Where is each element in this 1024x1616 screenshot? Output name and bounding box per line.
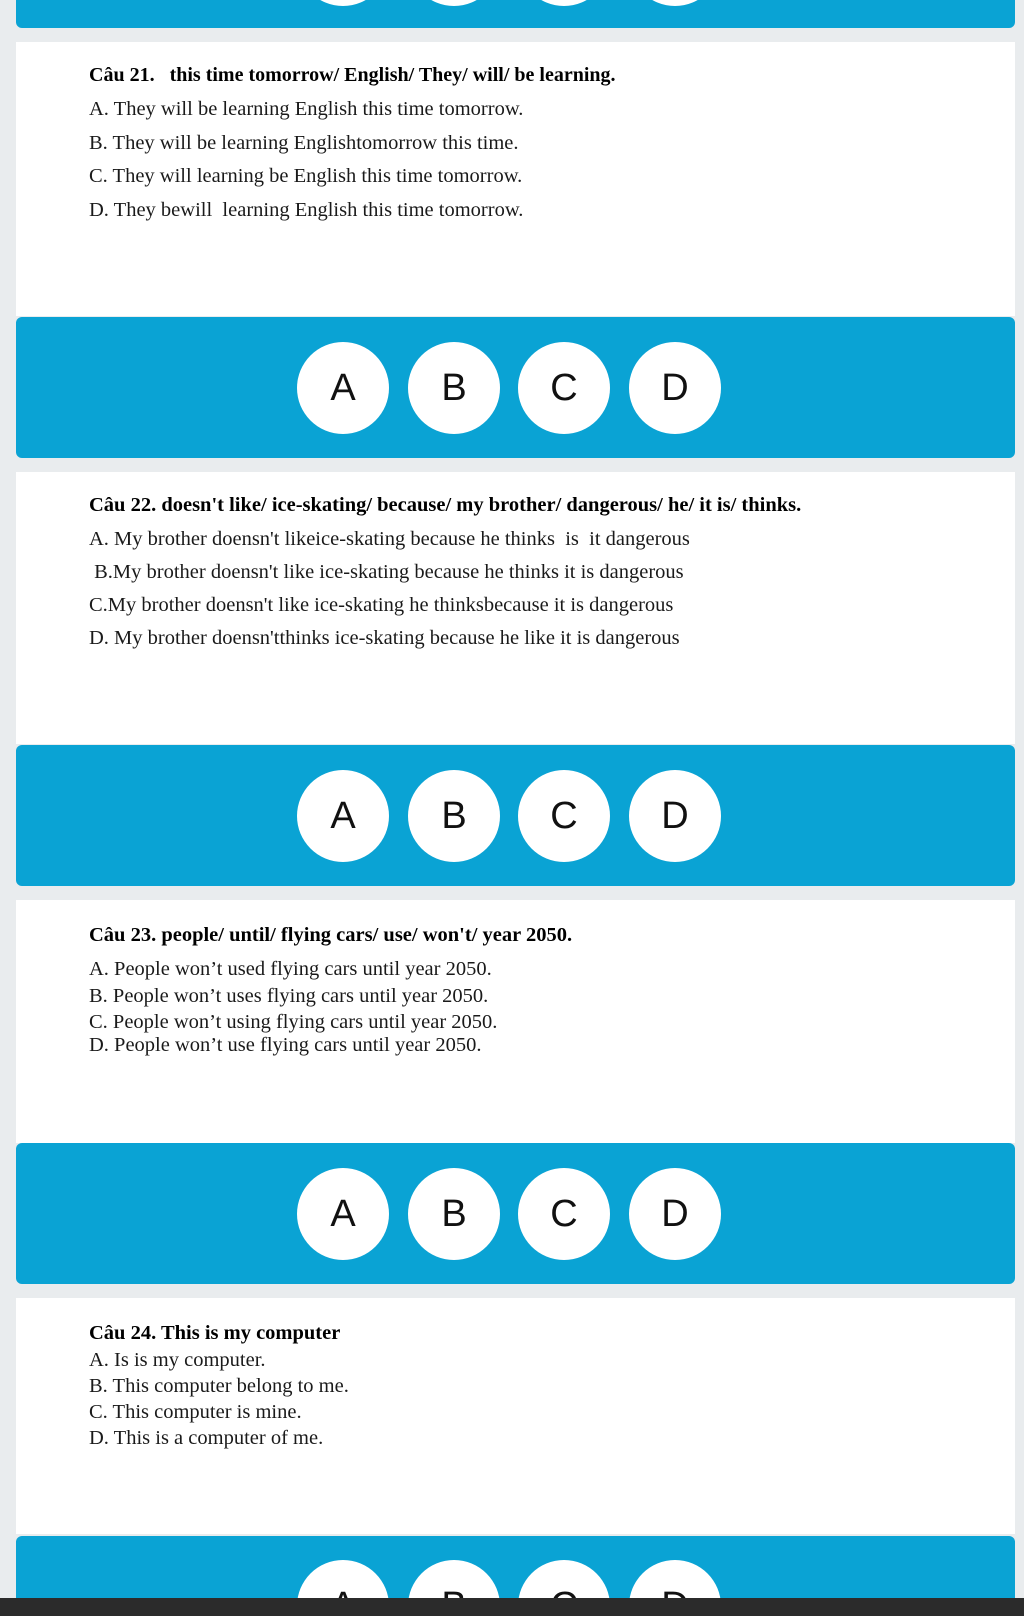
answer-b-button[interactable]: B: [408, 1168, 500, 1260]
question-card-21: [16, 42, 1015, 316]
option-b: B. People won’t uses flying cars until year 2050.: [89, 985, 489, 1007]
answer-a-button[interactable]: A: [297, 1168, 389, 1260]
answer-c-button[interactable]: C: [518, 770, 610, 862]
option-b: B. They will be learning Englishtomorrow this time.: [89, 132, 519, 154]
answer-d-button[interactable]: [629, 0, 721, 6]
answer-bar-23: [16, 1143, 1015, 1284]
question-card-24: [16, 1298, 1015, 1534]
answer-bar-top: [16, 0, 1015, 28]
option-b: B. This computer belong to me.: [89, 1375, 349, 1397]
answer-a-button[interactable]: A: [297, 342, 389, 434]
option-d: D. My brother doensn'tthinks ice-skating because he like it is dangerous: [89, 627, 680, 649]
option-c: C.My brother doensn't like ice-skating he thinksbecause it is dangerous: [89, 594, 674, 616]
question-title: Câu 22. doesn't like/ ice-skating/ because/ my brother/ dangerous/ he/ it is/ thinks.: [89, 494, 802, 516]
option-c: C. People won’t using flying cars until year 2050.: [89, 1011, 498, 1033]
option-a: A. They will be learning English this time tomorrow.: [89, 98, 524, 120]
option-b: B.My brother doensn't like ice-skating because he thinks it is dangerous: [89, 561, 684, 583]
question-card-22: [16, 472, 1015, 744]
system-navigation-bar: [0, 1598, 1024, 1616]
answer-a-button[interactable]: A: [297, 770, 389, 862]
option-d: D. They bewill learning English this time tomorrow.: [89, 199, 524, 221]
answer-bar-21: [16, 317, 1015, 458]
answer-b-button[interactable]: B: [408, 342, 500, 434]
option-d: D. This is a computer of me.: [89, 1427, 324, 1449]
answer-c-button[interactable]: C: [518, 342, 610, 434]
answer-b-button[interactable]: [408, 0, 500, 6]
option-a: A. Is is my computer.: [89, 1349, 266, 1371]
option-a: A. People won’t used flying cars until year 2050.: [89, 958, 492, 980]
option-a: A. My brother doensn't likeice-skating because he thinks is it dangerous: [89, 528, 690, 550]
answer-c-button[interactable]: C: [518, 1168, 610, 1260]
answer-b-button[interactable]: B: [408, 770, 500, 862]
question-card-23: [16, 900, 1015, 1143]
question-title: Câu 24. This is my computer: [89, 1322, 341, 1344]
option-c: C. They will learning be English this time tomorrow.: [89, 165, 523, 187]
option-c: C. This computer is mine.: [89, 1401, 302, 1423]
answer-d-button[interactable]: D: [629, 770, 721, 862]
answer-d-button[interactable]: D: [629, 1168, 721, 1260]
option-d: D. People won’t use flying cars until year 2050.: [89, 1034, 482, 1056]
question-title: Câu 23. people/ until/ flying cars/ use/ won't/ year 2050.: [89, 924, 573, 946]
answer-a-button[interactable]: [297, 0, 389, 6]
answer-c-button[interactable]: [518, 0, 610, 6]
question-title: Câu 21. this time tomorrow/ English/ They/ will/ be learning.: [89, 64, 616, 86]
answer-bar-22: [16, 745, 1015, 886]
answer-d-button[interactable]: D: [629, 342, 721, 434]
